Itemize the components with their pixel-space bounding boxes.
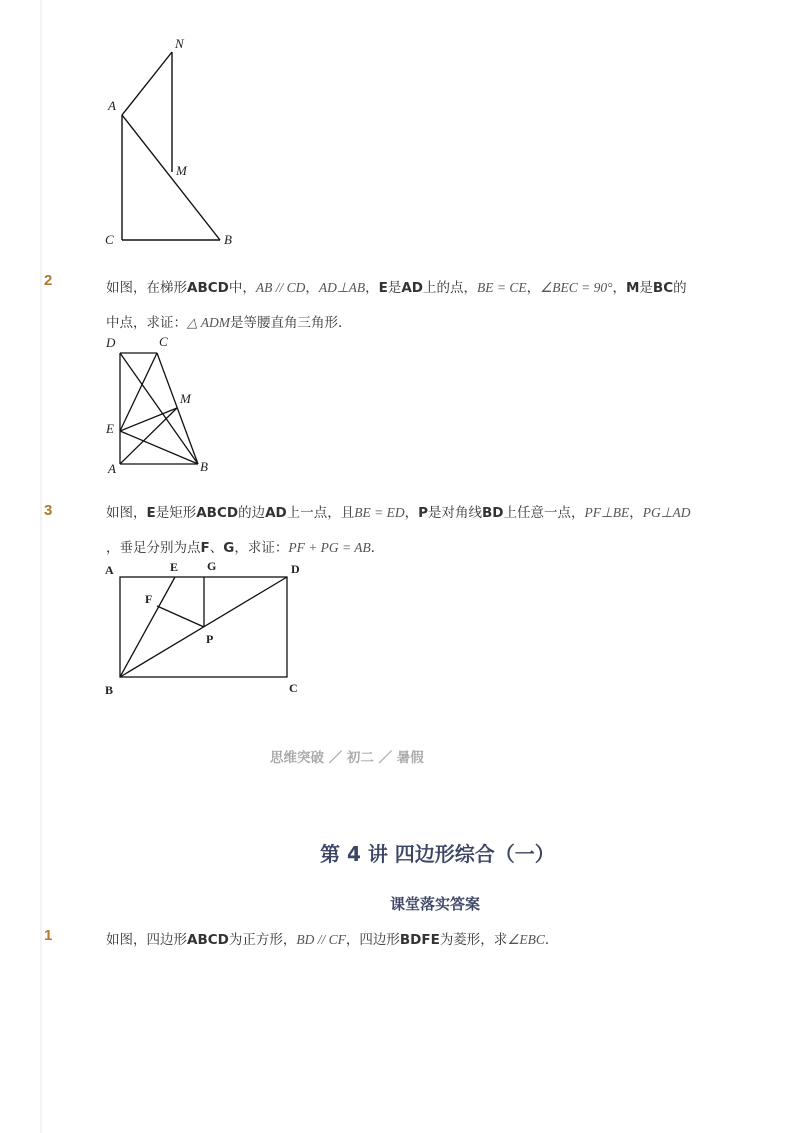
fig1-label-m: M	[176, 163, 187, 178]
problem-number-3: 3	[44, 502, 53, 519]
fig3-label-e: E	[170, 560, 179, 574]
problem-number-2: 2	[44, 272, 53, 289]
fig3-label-p: P	[206, 632, 214, 646]
figure-1-geometry	[100, 30, 250, 255]
answer-number-1: 1	[44, 927, 53, 944]
fig2-label-b: B	[200, 459, 208, 474]
problem-3-line-2: ，垂足分别为点F、G，求证：PF + PG = AB．	[106, 540, 385, 556]
fig2-label-m: M	[180, 391, 191, 406]
fig1-label-a: A	[108, 98, 116, 113]
fig3-label-b: B	[105, 683, 114, 697]
fig2-label-d: D	[106, 335, 116, 350]
page-footer: 思维突破 ／ 初二 ／ 暑假	[270, 750, 424, 766]
fig3-label-f: F	[145, 592, 153, 606]
figure-2-trapezoid	[100, 333, 220, 478]
left-margin-rule	[40, 0, 42, 1133]
fig1-label-b: B	[224, 232, 232, 247]
fig1-label-c: C	[105, 232, 114, 247]
answer-1-line-1: 如图，四边形ABCD为正方形，BD // CF，四边形BDFE为菱形，求∠EBC．	[106, 932, 559, 948]
problem-3-line-1: 如图，E是矩形ABCD的边AD上一点，且BE = ED，P是对角线BD上任意一点，PF⊥BE，PG⊥AD	[106, 505, 691, 521]
fig2-label-e: E	[106, 421, 114, 436]
fig3-label-c: C	[289, 681, 298, 695]
fig3-label-d: D	[291, 562, 300, 576]
fig3-label-g: G	[207, 559, 217, 573]
figure-3-rectangle	[100, 555, 310, 700]
fig3-label-a: A	[105, 563, 114, 577]
fig2-label-a: A	[108, 461, 116, 476]
problem-2-line-2: 中点，求证：△ ADM是等腰直角三角形．	[106, 315, 352, 331]
section-subtitle: 课堂落实答案	[390, 895, 481, 913]
fig2-label-c: C	[159, 334, 168, 349]
lecture-title: 第 4 讲 四边形综合（一）	[320, 842, 555, 866]
problem-2-line-1: 如图，在梯形ABCD中，AB // CD，AD⊥AB，E是AD上的点，BE = CE，∠BEC = 90°，M是BC的	[106, 280, 687, 296]
fig1-label-n: N	[175, 36, 184, 51]
